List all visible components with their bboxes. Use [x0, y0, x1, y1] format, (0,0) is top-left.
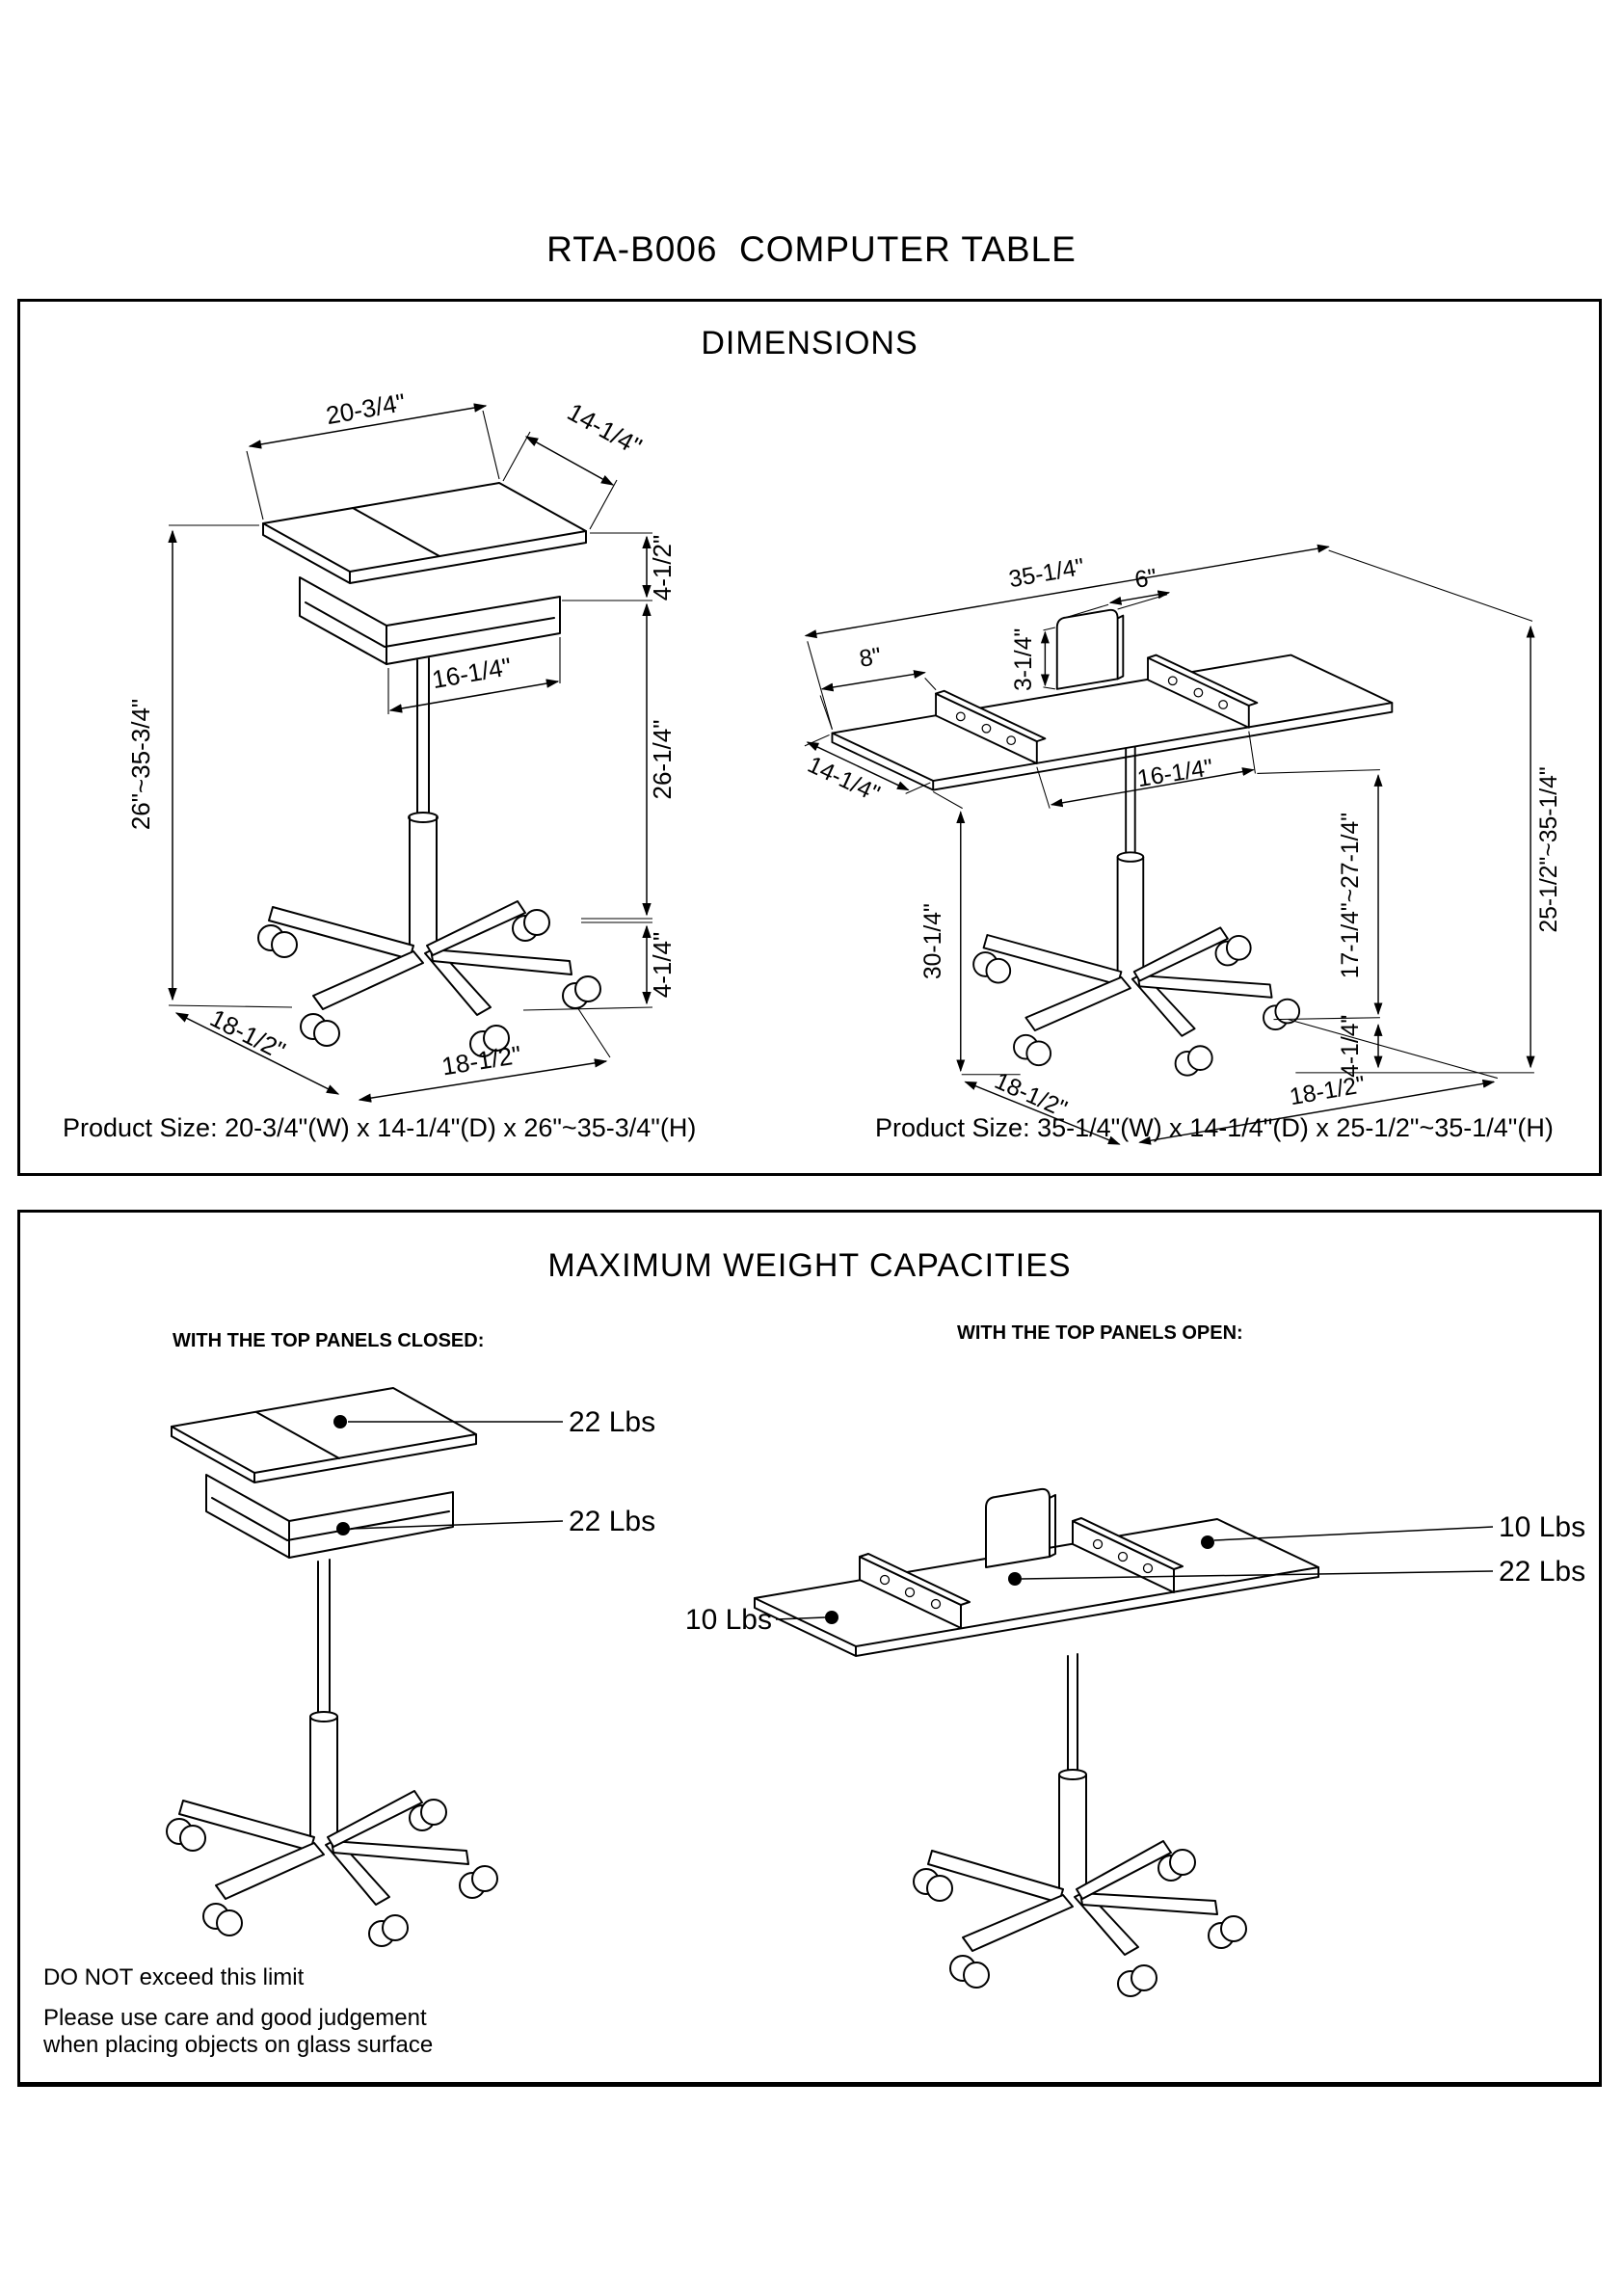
weight-label-left-panel: 10 Lbs [684, 1604, 772, 1636]
open-tabletop [832, 610, 1392, 793]
dim-label-stop-width: 6" [1132, 564, 1159, 594]
pedestal-pole [409, 658, 438, 946]
back-stop-panel [1057, 610, 1124, 689]
warning-care [43, 2005, 433, 2059]
weight-label-center-panel: 22 Lbs [1499, 1556, 1586, 1588]
open-table-weights-figure [668, 1367, 1586, 2003]
dim-label-height-range: 25-1/2"~35-1/4" [1535, 766, 1562, 933]
dim-label-depth-top: 14-1/4" [562, 396, 647, 462]
pedestal-pole [1059, 1654, 1086, 1887]
dim-label-underside-range: 17-1/4"~27-1/4" [1338, 812, 1365, 979]
closed-tabletop [172, 1388, 476, 1558]
closed-table-weights-figure [133, 1367, 711, 1964]
open-subheading: WITH THE TOP PANELS OPEN: [957, 1322, 1243, 1344]
back-stop-panel [986, 1489, 1055, 1567]
weight-label-shelf: 22 Lbs [569, 1506, 656, 1537]
closed-table-dimensions-figure [61, 379, 716, 1111]
dim-label-base-height: 4-1/4" [648, 931, 677, 999]
dim-label-stop-height: 3-1/4" [1011, 627, 1038, 691]
weight-label-top: 22 Lbs [569, 1406, 656, 1438]
closed-subheading: WITH THE TOP PANELS CLOSED: [173, 1330, 485, 1351]
dim-label-top-thickness: 4-1/2" [648, 534, 677, 601]
dim-label-depth: 14-1/4" [803, 752, 884, 808]
warning-limit: DO NOT exceed this limit [43, 1964, 305, 1990]
dim-label-pole-height: 30-1/4" [919, 903, 946, 980]
star-base [973, 927, 1299, 1075]
dim-label-width-top: 20-3/4" [323, 387, 408, 431]
weights-panel [17, 1210, 1602, 2087]
pedestal-pole [310, 1560, 337, 1837]
open-tabletop [755, 1489, 1318, 1656]
warning-care-line2: when placing objects on glass surface [43, 2032, 434, 2058]
closed-product-size-caption: Product Size: 20-3/4"(W) x 14-1/4"(D) x 26"~35-3/4"(H) [63, 1113, 697, 1142]
star-base [914, 1841, 1246, 1996]
closed-tabletop [263, 483, 586, 664]
dim-label-base-depth: 18-1/2" [990, 1068, 1071, 1123]
star-base [258, 901, 600, 1056]
dim-label-height-range: 26"~35-3/4" [126, 698, 155, 831]
dimensions-heading: DIMENSIONS [701, 325, 918, 361]
star-base [167, 1791, 497, 1946]
dim-label-side-panel-width: 8" [857, 643, 884, 673]
dim-label-base-width: 18-1/2" [1288, 1071, 1368, 1111]
dim-label-width-total: 35-1/4" [1006, 553, 1087, 594]
weight-label-right-panel: 10 Lbs [1499, 1511, 1586, 1543]
dimensions-panel [17, 299, 1602, 1176]
open-product-size-caption: Product Size: 35-1/4"(W) x 14-1/4"(D) x 25-1/2"~35-1/4"(H) [875, 1113, 1554, 1142]
dim-label-shelf-width: 16-1/4" [429, 652, 514, 695]
dim-label-center-width: 16-1/4" [1135, 755, 1215, 793]
page-title: RTA-B006 COMPUTER TABLE [546, 229, 1077, 269]
weights-heading: MAXIMUM WEIGHT CAPACITIES [547, 1247, 1072, 1284]
warning-care-line1: Please use care and good judgement [43, 2005, 427, 2031]
dim-label-base-height: 4-1/4" [1338, 1014, 1365, 1078]
dim-label-base-depth: 18-1/2" [205, 1002, 290, 1066]
dim-label-base-width: 18-1/2" [439, 1039, 523, 1081]
dim-label-pole-height: 26-1/4" [648, 719, 677, 800]
open-table-dimensions-figure [745, 377, 1571, 1148]
